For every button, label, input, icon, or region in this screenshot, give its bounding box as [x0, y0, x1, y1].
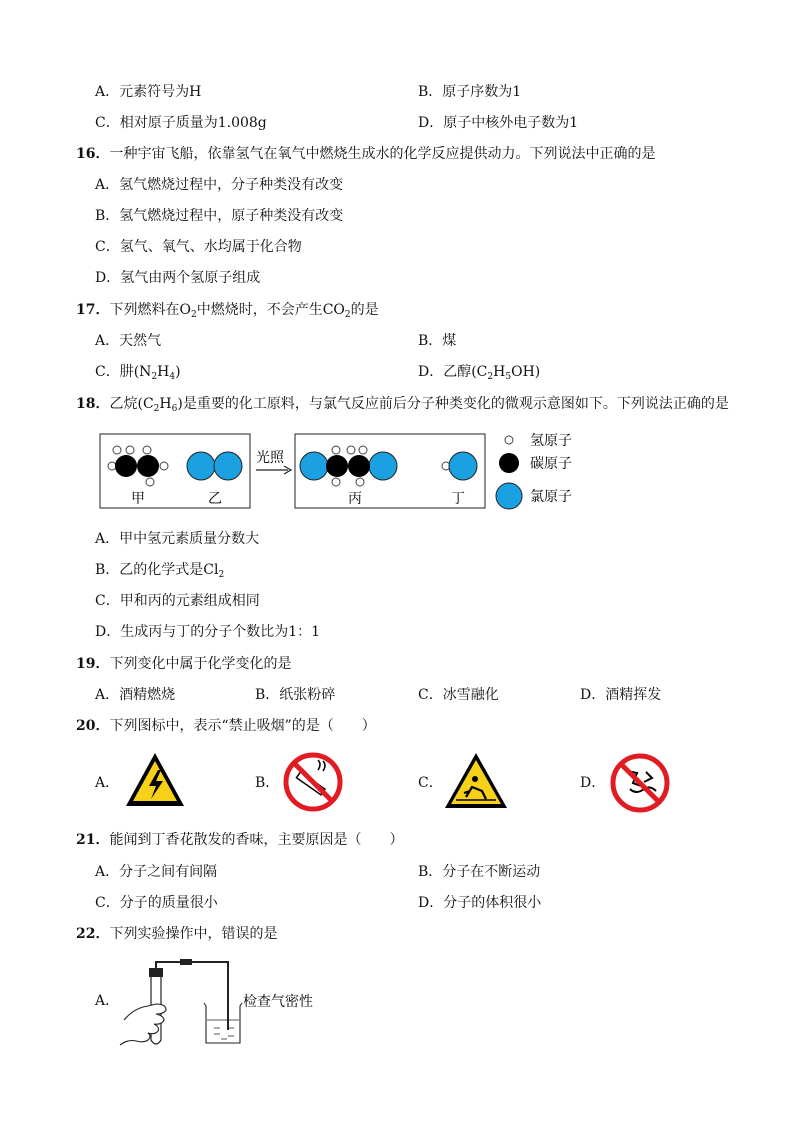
q21-option-a: A．分子之间有间隔: [95, 864, 218, 880]
q16-option-d: D．氢气由两个氢原子组成: [95, 270, 261, 286]
q22-option-a: A．: [95, 993, 120, 1009]
q21-stem: 21．能闻到丁香花散发的香味，主要原因是（ ）: [76, 832, 404, 848]
q15-option-c: C．相对原子质量为1.008g: [95, 115, 267, 131]
q15-option-a: A．元素符号为H: [95, 84, 202, 100]
q17-option-c: C．肼$(N_2H_4)$: [95, 364, 181, 382]
label-jia: 甲: [131, 491, 145, 507]
q22-stem: 22．下列实验操作中，错误的是: [76, 926, 278, 942]
q17-option-d: D．乙醇$(C_2H_5OH)$: [418, 364, 541, 382]
beaker: [204, 1003, 242, 1043]
q19-option-c: C．冰雪融化: [418, 687, 499, 703]
q17-option-b: B．煤: [418, 333, 457, 349]
q18-stem: 18．乙烷$(C_2H_6)$是重要的化工原料，与氯气反应前后分子种类变化的微观示意图如下。下列说法正确的是: [76, 396, 729, 414]
q19-stem: 19．下列变化中属于化学变化的是: [76, 656, 292, 672]
q19-option-a: A．酒精燃烧: [95, 687, 176, 703]
label-ding: 丁: [451, 491, 465, 507]
q18-option-b: B．乙的化学式是$Cl_2$: [95, 562, 225, 580]
q20-option-d: D．: [580, 775, 606, 791]
q18-option-a: A．甲中氢元素质量分数大: [95, 531, 260, 547]
legend-chlorine-label: 氯原子: [530, 489, 572, 505]
q20-option-b: B．: [255, 775, 280, 791]
q17-stem: 17．下列燃料在$O_2$中燃烧时，不会产生$CO_2$的是: [76, 302, 379, 320]
legend-carbon-label: 碳原子: [530, 456, 572, 472]
q19-option-b: B．纸张粉碎: [255, 687, 336, 703]
q15-option-b: B．原子序数为1: [418, 84, 522, 100]
q21-option-d: D．分子的体积很小: [418, 895, 542, 911]
label-bing: 丙: [348, 491, 362, 507]
q21-option-b: B．分子在不断运动: [418, 864, 541, 880]
q21-option-c: C．分子的质量很小: [95, 895, 218, 911]
q15-option-d: D．原子中核外电子数为1: [418, 115, 579, 131]
q20-option-c: C．: [418, 775, 443, 791]
arrow-label: 光照: [256, 450, 284, 466]
q19-option-d: D．酒精挥发: [580, 687, 662, 703]
q20-stem: 20．下列图标中，表示“禁止吸烟”的是（ ）: [76, 718, 376, 734]
legend-hydrogen-label: 氢原子: [530, 433, 572, 449]
q18-option-c: C．甲和丙的元素组成相同: [95, 593, 260, 609]
q16-option-c: C．氢气、氧气、水均属于化合物: [95, 239, 302, 255]
q16-option-a: A．氢气燃烧过程中，分子种类没有改变: [95, 177, 344, 193]
label-yi: 乙: [208, 491, 222, 507]
q16-option-b: B．氢气燃烧过程中，原子种类没有改变: [95, 208, 344, 224]
q16-stem: 16．一种宇宙飞船，依靠氢气在氧气中燃烧生成水的化学反应提供动力。下列说法中正确的是: [76, 146, 656, 162]
stopper: [149, 968, 163, 977]
q17-option-a: A．天然气: [95, 333, 162, 349]
q18-option-d: D．生成丙与丁的分子个数比为1：1: [95, 624, 321, 640]
q20-option-a: A．: [95, 775, 120, 791]
airtightness-label: 检查气密性: [243, 994, 313, 1010]
